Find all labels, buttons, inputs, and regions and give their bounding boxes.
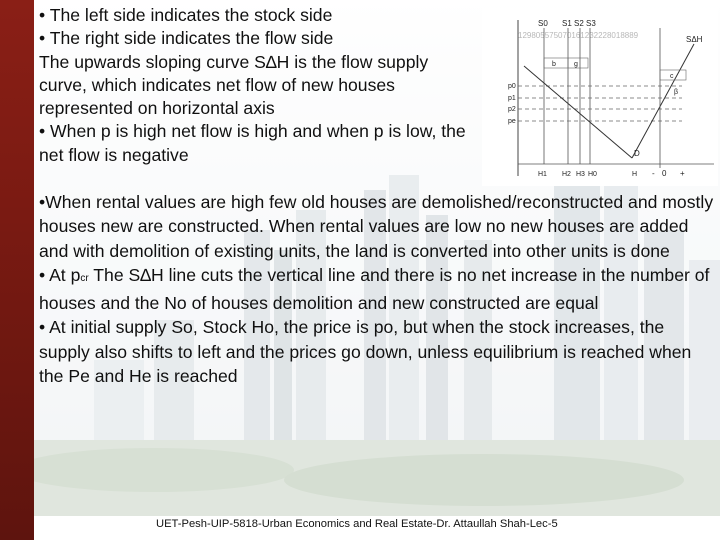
label-s3: S3 (586, 19, 596, 28)
pcr-rest: The S∆H line cuts the vertical line and there is no net increase in the number of houses and the No of houses demolition and new constructed are equal (39, 264, 710, 314)
label-h3: H3 (576, 171, 585, 178)
slide (34, 0, 720, 540)
label-gap-b: b (552, 61, 556, 68)
label-h: H (632, 171, 638, 178)
stock-flow-diagram (482, 8, 718, 186)
diagram-watermark: 129805575070161232228018889 (518, 31, 639, 40)
pcr-subscript: cr (80, 272, 89, 284)
label-axis-minus: - (652, 169, 655, 178)
label-axis-zero: 0 (662, 169, 667, 178)
label-demand: D (634, 149, 640, 158)
left-accent-bar (0, 0, 34, 540)
label-flow-supply: SΔH (686, 35, 703, 44)
label-pe: pe (508, 118, 516, 125)
main-paragraph-1: •When rental values are high few old houses are demolished/reconstructed and mostly houses new are constructed. When rental values are low no new houses are added and with demolition of existing units, the land is converted into other units is done (39, 192, 714, 261)
main-text-block (39, 190, 715, 388)
footer-text: UET-Pesh-UIP-5818-Urban Economics and Real Estate-Dr. Attaullah Shah-Lec-5 (156, 518, 558, 530)
label-gap-c: c (670, 73, 674, 80)
label-gap-g: g (574, 61, 578, 68)
label-s1: S1 (562, 19, 572, 28)
label-p0: p0 (508, 83, 516, 90)
label-p2: p2 (508, 106, 516, 113)
top-line-1: • The left side indicates the stock side (39, 5, 333, 25)
label-s0: S0 (538, 19, 548, 28)
label-p1: p1 (508, 95, 516, 102)
label-s2: S2 (574, 19, 584, 28)
main-paragraph-2 (39, 263, 715, 316)
top-line-4: • When p is high net flow is high and when p is low, the net flow is negative (39, 121, 466, 165)
label-h2: H2 (562, 171, 571, 178)
label-h0: H0 (588, 171, 597, 178)
label-axis-plus: + (680, 169, 685, 178)
label-h1: H1 (538, 171, 547, 178)
label-gap-beta: β (674, 89, 679, 96)
pcr-prefix: • At p (39, 264, 81, 285)
top-line-2: • The right side indicates the flow side (39, 28, 334, 49)
main-paragraph-3: • At initial supply So, Stock Ho, the price is po, but when the stock increases, the supply also shifts to left and the prices go down, unless equilibrium is reached when the Pe and He is reached (39, 317, 692, 387)
top-text-block (39, 4, 469, 167)
top-line-3: The upwards sloping curve S∆H is the flow supply curve, which indicates net flow of new houses represented on horizontal axis (39, 51, 429, 119)
